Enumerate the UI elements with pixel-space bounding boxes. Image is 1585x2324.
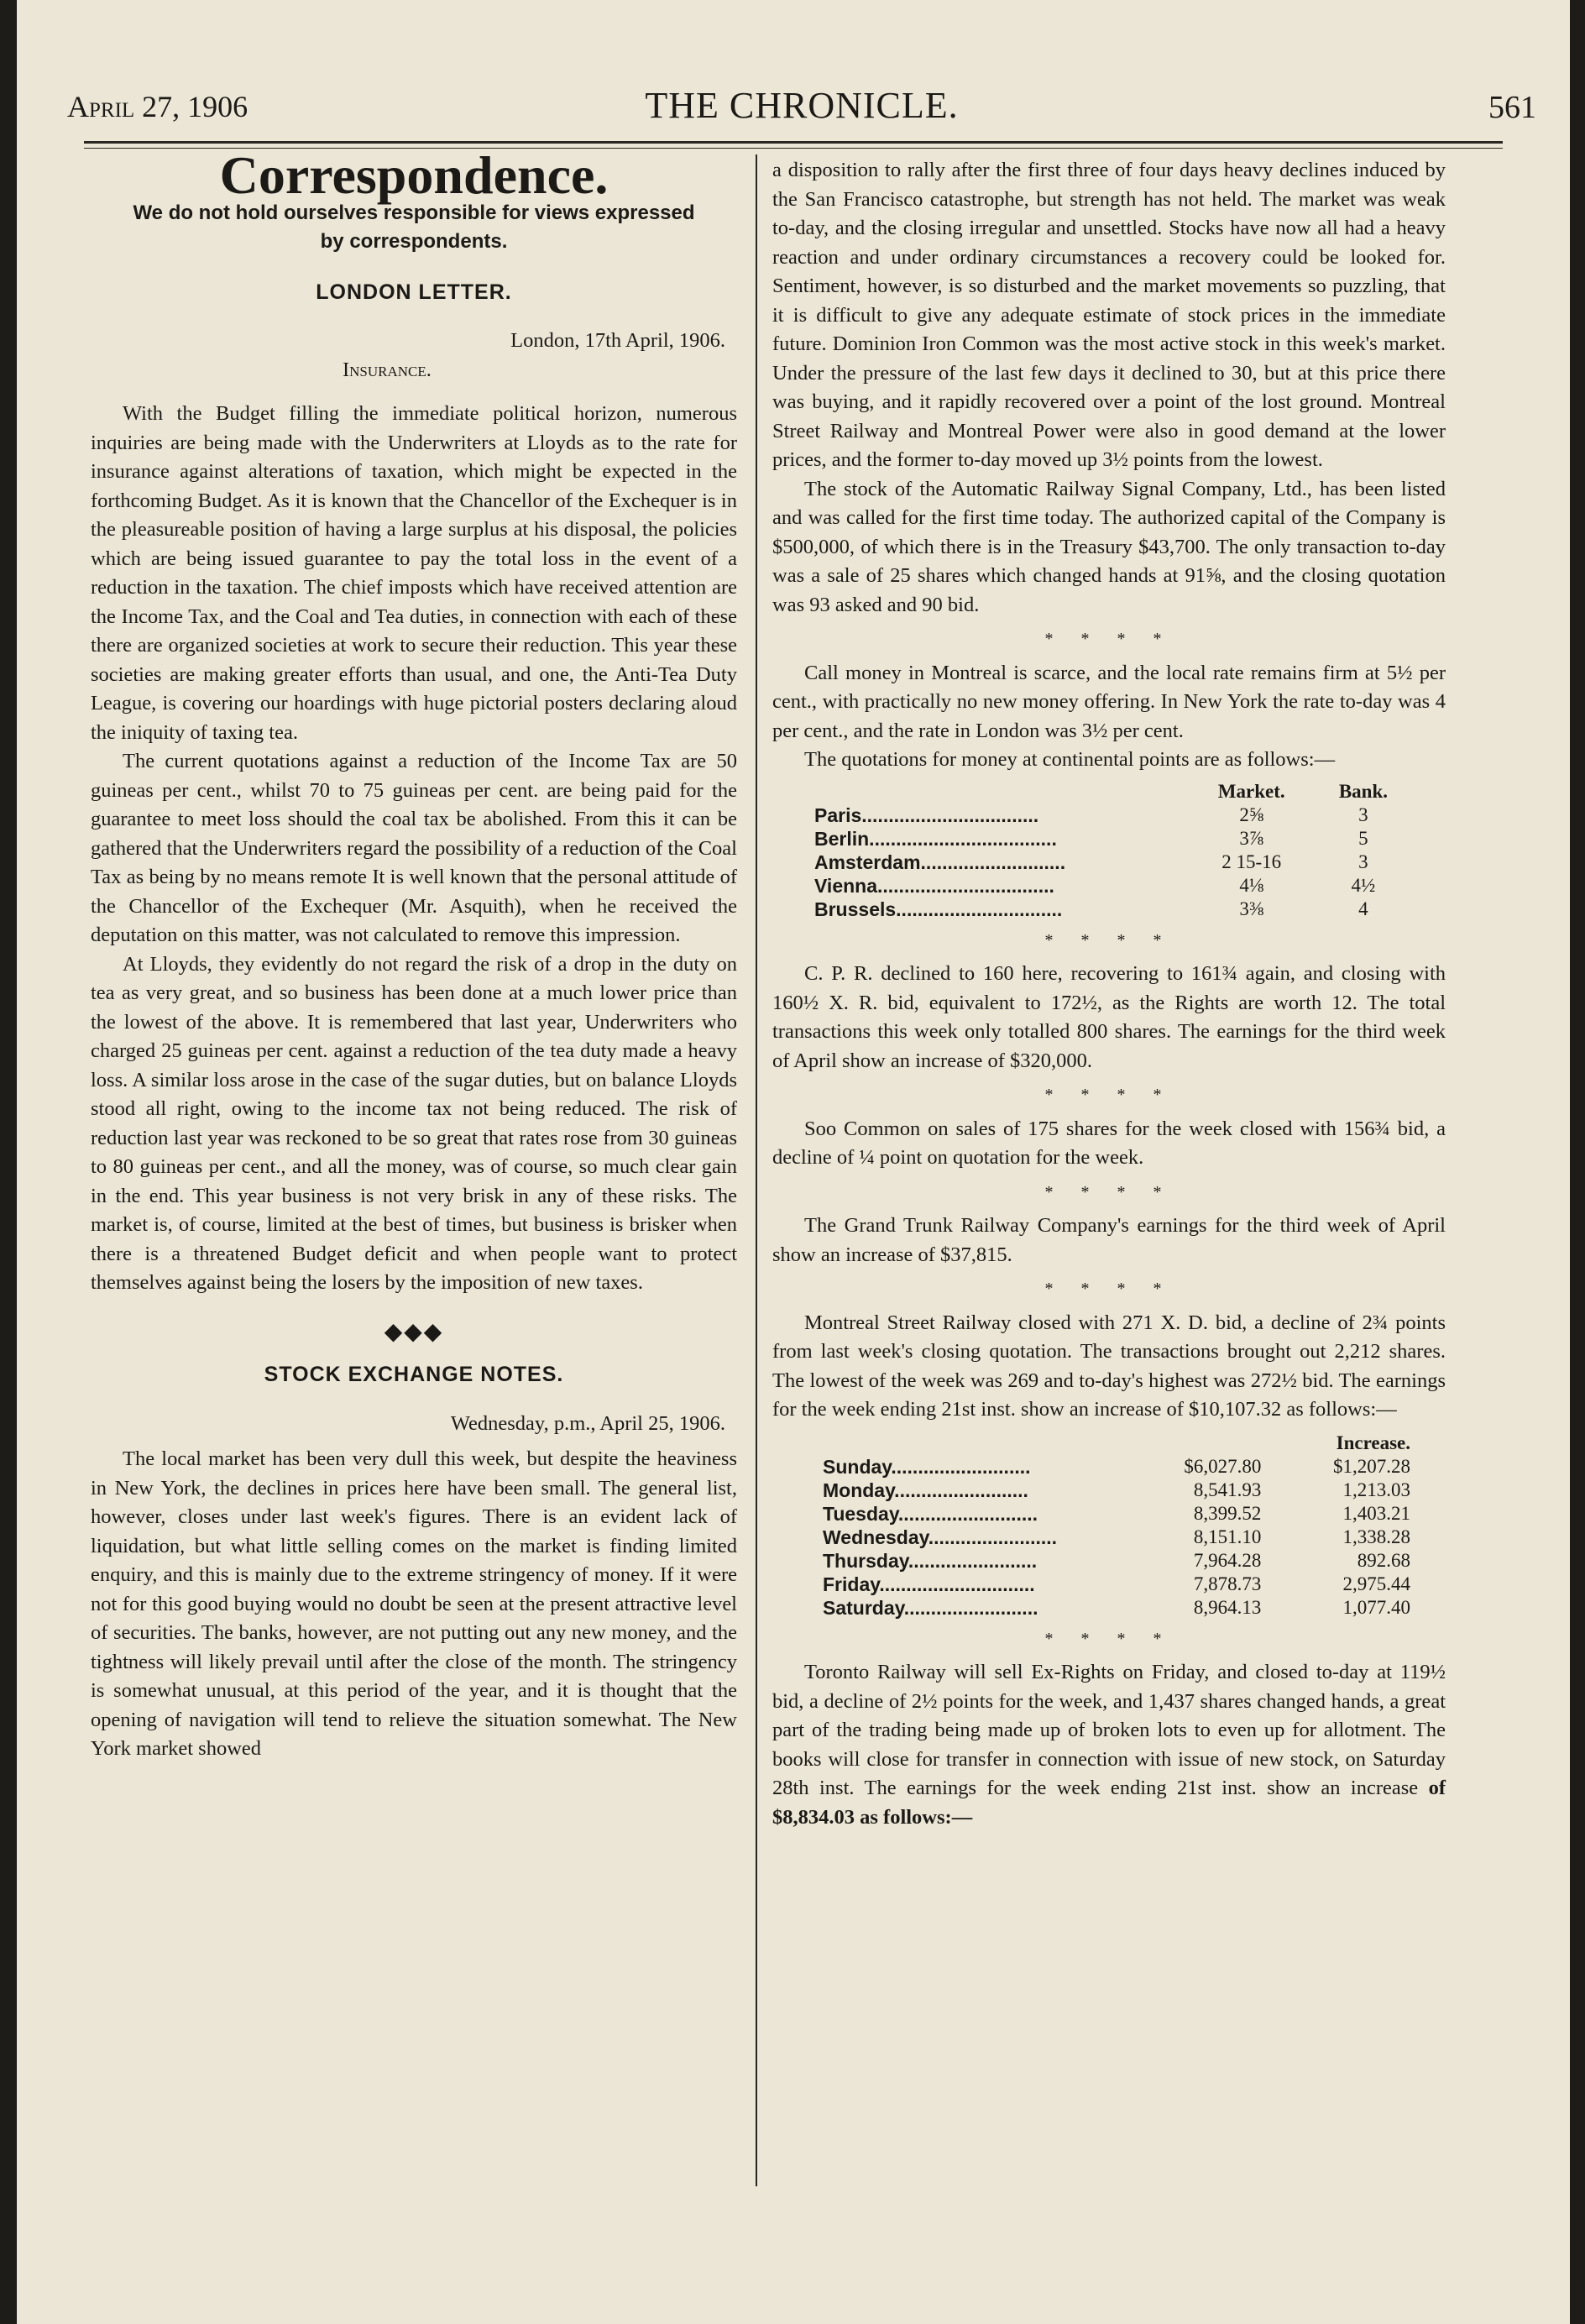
table-row — [823, 1526, 1410, 1549]
earnings-amount: 8,541.93 — [1193, 1479, 1262, 1500]
newspaper-page — [17, 0, 1570, 2324]
london-letter-paragraph: With the Budget filling the immediate political horizon, numerous inquiries are being made with the Underwriters at Lloyds as to the rate for insurance against alterations of taxation, which might be expected in the forthcoming Budget. As it is known that the Chancellor of the Exchequer is in the pleasureable position of having a large surplus at his disposal, the policies which are being issued guarantee to pay the total loss in the event of a reduction in the taxation. The chief imposts which have received attention are the Income Tax, and the Coal and Tea duties, in connection with each of these there are organized societies at work to secure their reduction. This year these societies are making greater efforts than usual, and one, the Anti-Tea Duty League, is covering our hoardings with huge pictorial posters declaring aloud the iniquity of taxing tea. — [91, 402, 737, 744]
table-row — [814, 803, 1419, 827]
grand-trunk-paragraph: The Grand Trunk Railway Company's earnings for the third week of April show an increase of $37,815. — [772, 1214, 1446, 1266]
table-row — [823, 1455, 1410, 1479]
earnings-increase: 1,403.21 — [1342, 1502, 1410, 1524]
rates-market: 2⅝ — [1239, 803, 1264, 825]
earnings-increase: 1,213.03 — [1342, 1479, 1410, 1500]
table-row — [814, 874, 1419, 898]
earnings-amount: 8,399.52 — [1193, 1502, 1262, 1524]
earnings-increase: 2,975.44 — [1342, 1573, 1410, 1594]
earnings-amount: 8,964.13 — [1193, 1596, 1262, 1618]
table-row — [823, 1479, 1410, 1502]
table-row — [823, 1502, 1410, 1526]
toronto-railway-paragraph — [772, 1658, 1446, 1832]
cpr-paragraph: C. P. R. declined to 160 here, recovering to 161¾ again, and closing with 160½ X. R. bid, equivalent to 172½, as the Rights are worth 12. The total transactions this week only totalled 800 shares. The earnings for the third week of April show an increase of $320,000. — [772, 962, 1446, 1072]
section-stars: * * * * — [1044, 930, 1174, 950]
rates-city: Amsterdam........................... — [814, 851, 1066, 873]
correspondence-title: Correspondence. — [219, 145, 609, 205]
earnings-amount: 7,964.28 — [1193, 1549, 1262, 1571]
rates-bank: 5 — [1358, 827, 1368, 849]
correspondence-note: We do not hold ourselves responsible for views expressed by correspondents. — [133, 201, 695, 253]
left-column — [91, 145, 737, 1764]
london-letter-dateline: London, 17th April, 1906. — [510, 329, 725, 352]
table-row — [823, 1549, 1410, 1573]
london-letter-paragraph: The current quotations against a reduction of the Income Tax are 50 guineas per cent., whilst 70 to 75 guineas per cent. are being paid for the guarantee to meet loss should the coal tax be abolished. From this it can be gathered that the Underwriters regard the possibility of a reduction of the Coal Tax as being by no means remote It is well known that the personal attitude of the Chancellor of the Exchequer (Mr. Asquith), when he received the deputation on this matter, was not calculated to remove this impression. — [91, 750, 737, 946]
earnings-day: Tuesday.......................... — [823, 1502, 1038, 1525]
rates-market: 3⅜ — [1239, 898, 1264, 919]
table-row — [814, 851, 1419, 874]
rates-bank: 4½ — [1351, 874, 1376, 896]
rates-header-market: Market. — [1217, 780, 1285, 802]
montreal-street-railway-paragraph: Montreal Street Railway closed with 271 X. D. bid, a decline of 2¾ points from last week's closing quotation. The transactions brought out 2,212 shares. The lowest of the week was 269 and to-day's highest was 272½ bid. The earnings for the week ending 21st inst. show an increase of $10,107.32 as follows:— — [772, 1311, 1446, 1421]
stock-notes-paragraph: The local market has been very dull this week, but despite the heaviness in New York, the declines in prices here have been small. The general list, however, closes under last week's figures. There is an evident lack of liquidation, but what little selling comes on the market is finding limited enquiry, and this is mainly due to the extreme stringency of money. If it were not for this good buying would no doubt be seen at the present attractive level of securities. The banks, however, are not putting out any new money, and the tightness will likely prevail until after the close of the month. The stringency is somewhat unusual, at this period of the year, and it is thought that the opening of navigation will tend to relieve the situation somewhat. The New York market showed — [91, 1447, 737, 1760]
automatic-signal-paragraph: The stock of the Automatic Railway Signal Company, Ltd., has been listed and was called for the first time today. The authorized capital of the Company is $500,000, of which there is in the Treasury $43,700. The only transaction to-day was a sale of 25 shares which changed hands at 91⅝, and the closing quotation was 93 asked and 90 bid. — [772, 477, 1446, 616]
earnings-day: Saturday......................... — [823, 1596, 1038, 1619]
rates-market: 4⅛ — [1239, 874, 1264, 896]
rates-city: Vienna................................. — [814, 874, 1054, 897]
call-money-paragraph: Call money in Montreal is scarce, and the local rate remains firm at 5½ per cent., with practically no new money offering. In New York the rate to-day was 4 per cent., and the rate in London was 3½ per cent. — [772, 661, 1446, 742]
earnings-increase: 1,077.40 — [1342, 1596, 1410, 1618]
london-letter-paragraph: At Lloyds, they evidently do not regard the risk of a drop in the duty on tea as very great, and so business has been done at a much lower price than the lowest of the above. It is remembered that last year, Underwriters who charged 25 guineas per cent. against a reduction of the tea duty made a heavy loss. A similar loss arose in the case of the sugar duties, but on balance Lloyds stood all right, owing to the income tax not being reduced. The risk of reduction last year was reckoned to be so great that rates rose from 30 guineas to 80 guineas per cent., and all the money, was of course, so much clear gain in the end. This year business is not very brisk in any of these risks. The market is, of course, limited at the best of times, but business is brisker when there is a threatened Budget deficit and when people want to protect themselves against being the losers by the imposition of new taxes. — [91, 952, 737, 1294]
rates-bank: 4 — [1358, 898, 1368, 919]
soo-paragraph: Soo Common on sales of 175 shares for the week closed with 156¾ bid, a decline of ¼ point on quotation for the week. — [772, 1117, 1446, 1169]
rates-city: Brussels............................... — [814, 898, 1063, 920]
section-stars: * * * * — [1044, 1086, 1174, 1104]
earnings-day: Wednesday........................ — [823, 1526, 1058, 1548]
earnings-day: Friday............................. — [823, 1573, 1035, 1595]
page-header — [67, 84, 1536, 134]
rates-market: 3⅞ — [1239, 827, 1264, 849]
table-row — [823, 1573, 1410, 1596]
toronto-railway-increase: of $8,834.03 as follows:— — [772, 1777, 1446, 1829]
header-rule — [84, 141, 1503, 144]
earnings-day: Sunday.......................... — [823, 1455, 1031, 1478]
earnings-day: Monday......................... — [823, 1479, 1028, 1501]
rates-city: Paris................................. — [814, 803, 1039, 826]
header-date: April 27, 1906 — [67, 90, 248, 123]
section-stars: * * * * — [1044, 1629, 1174, 1648]
continental-quotes-intro: The quotations for money at continental points are as follows:— — [804, 748, 1336, 771]
toronto-railway-text: Toronto Railway will sell Ex-Rights on Friday, and closed to-day at 119½ bid, a decline of 2½ points for the week, and 1,437 shares changed hands, a great part of the trading being made up of broken lots to even up for allotment. The books will close for transfer in connection with issue of new stock, on Saturday 28th inst. The earnings for the week ending 21st inst. show an increase — [772, 1661, 1446, 1799]
rates-bank: 3 — [1358, 803, 1368, 825]
earnings-increase: $1,207.28 — [1333, 1455, 1410, 1477]
london-letter-heading: LONDON LETTER. — [316, 280, 512, 304]
rates-market: 2 15-16 — [1221, 851, 1282, 872]
page-number: 561 — [1488, 90, 1536, 125]
section-stars: * * * * — [1044, 1280, 1174, 1298]
section-ornament: ◆◆◆ — [384, 1318, 444, 1345]
money-rates-table — [814, 780, 1419, 921]
london-letter-subheading: Insurance. — [343, 358, 432, 381]
table-row — [823, 1596, 1410, 1620]
earnings-day: Thursday........................ — [823, 1549, 1038, 1572]
column-divider — [756, 154, 757, 2186]
stock-notes-dateline: Wednesday, p.m., April 25, 1906. — [450, 1411, 725, 1435]
header-title: THE CHRONICLE. — [645, 85, 959, 126]
rates-header-bank: Bank. — [1338, 780, 1388, 802]
earnings-increase: 892.68 — [1357, 1549, 1410, 1571]
table-row — [814, 898, 1419, 921]
rates-city: Berlin................................... — [814, 827, 1057, 850]
stock-notes-heading: STOCK EXCHANGE NOTES. — [264, 1363, 564, 1386]
right-column — [772, 156, 1446, 1832]
table-row — [814, 827, 1419, 851]
earnings-increase: 1,338.28 — [1342, 1526, 1410, 1547]
earnings-amount: 7,878.73 — [1193, 1573, 1262, 1594]
section-stars: * * * * — [1044, 630, 1174, 648]
stock-notes-continuation: a disposition to rally after the first three of four days heavy declines induced by the San Francisco catastrophe, but strength has not held. The market was weak to-day, and the closing irregular and unsettled. Stocks have now all had a heavy reaction and under ordinary circumstances a recovery could be looked for. Sentiment, however, is so disturbed and the market movements so puzzling, that it is difficult to give any adequate estimate of stock prices in the immediate future. Dominion Iron Common was the most active stock in this week's market. Under the pressure of the last few days it declined to 30, but at this price there was buying, and it rapidly recovered over a point of the lost ground. Montreal Street Railway and Montreal Power were also in good demand at the lower prices, and the former to-day moved up 3½ points from the lowest. — [772, 159, 1446, 471]
earnings-amount: $6,027.80 — [1184, 1455, 1262, 1477]
section-stars: * * * * — [1044, 1182, 1174, 1201]
earnings-table — [823, 1432, 1410, 1620]
rates-bank: 3 — [1358, 851, 1368, 872]
earnings-header-increase: Increase. — [1336, 1432, 1410, 1453]
earnings-amount: 8,151.10 — [1193, 1526, 1262, 1547]
